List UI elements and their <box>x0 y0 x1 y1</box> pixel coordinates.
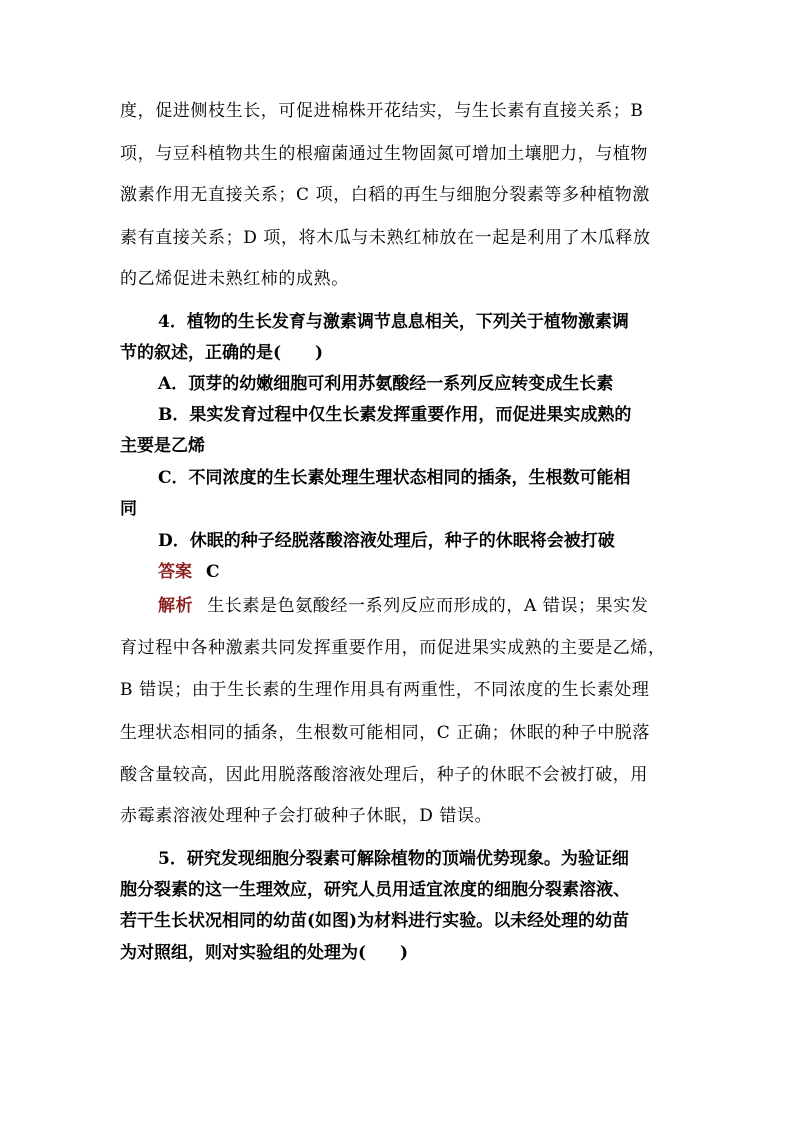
prev-analysis-line: 项，与豆科植物共生的根瘤菌通过生物固氮可增加土壤肥力，与植物 <box>120 144 648 164</box>
q4-stem-line: 节的叙述，正确的是( ) <box>120 343 324 363</box>
q4-analysis-first <box>158 598 648 615</box>
answer-label: 答案 <box>158 562 192 582</box>
q4-answer <box>158 564 220 581</box>
q4-option-d: D．休眠的种子经脱落酸溶液处理后，种子的休眠将会被打破 <box>158 531 615 551</box>
analysis-line: 生长素是色氨酸经一系列反应而形成的，A 错误；果实发 <box>207 596 649 616</box>
analysis-line: 生理状态相同的插条，生根数可能相同，C 正确；休眠的种子中脱落 <box>120 723 651 743</box>
q4-option-b-cont: 主要是乙烯 <box>120 436 205 456</box>
q4-option-c-cont: 同 <box>120 499 137 519</box>
q5-stem-line: 胞分裂素的这一生理效应，研究人员用适宜浓度的细胞分裂素溶液、 <box>120 880 630 900</box>
q4-option-a: A．顶芽的幼嫩细胞可利用苏氨酸经一系列反应转变成生长素 <box>158 374 614 394</box>
q4-stem-line: 4．植物的生长发育与激素调节息息相关，下列关于植物激素调 <box>158 312 629 332</box>
prev-analysis-line: 度，促进侧枝生长，可促进棉株开花结实，与生长素有直接关系；B <box>120 101 644 121</box>
analysis-line: 育过程中各种激素共同发挥重要作用，而促进果实成熟的主要是乙烯， <box>120 638 666 658</box>
q5-stem-line: 若干生长状况相同的幼苗(如图)为材料进行实验。以未经处理的幼苗 <box>120 911 630 931</box>
q4-option-b: B．果实发育过程中仅生长素发挥重要作用，而促进果实成熟的 <box>158 405 632 425</box>
analysis-line: B 错误；由于生长素的生理作用具有两重性，不同浓度的生长素处理 <box>120 680 650 700</box>
analysis-label: 解析 <box>158 596 194 616</box>
analysis-line: 赤霉素溶液处理种子会打破种子休眠，D 错误。 <box>120 806 493 826</box>
q5-stem-line: 为对照组，则对实验组的处理为( ) <box>120 943 409 963</box>
prev-analysis-line: 激素作用无直接关系；C 项，白稻的再生与细胞分裂素等多种植物激 <box>120 185 651 205</box>
prev-analysis-line: 素有直接关系；D 项，将木瓜与未熟红柿放在一起是利用了木瓜释放 <box>120 228 651 248</box>
q5-stem-line: 5．研究发现细胞分裂素可解除植物的顶端优势现象。为验证细 <box>158 849 629 869</box>
prev-analysis-line: 的乙烯促进未熟红柿的成熟。 <box>120 269 349 289</box>
answer-value: C <box>206 562 220 582</box>
analysis-line: 酸含量较高，因此用脱落酸溶液处理后，种子的休眠不会被打破，用 <box>120 765 648 785</box>
q4-option-c: C．不同浓度的生长素处理生理状态相同的插条，生根数可能相 <box>158 468 631 488</box>
